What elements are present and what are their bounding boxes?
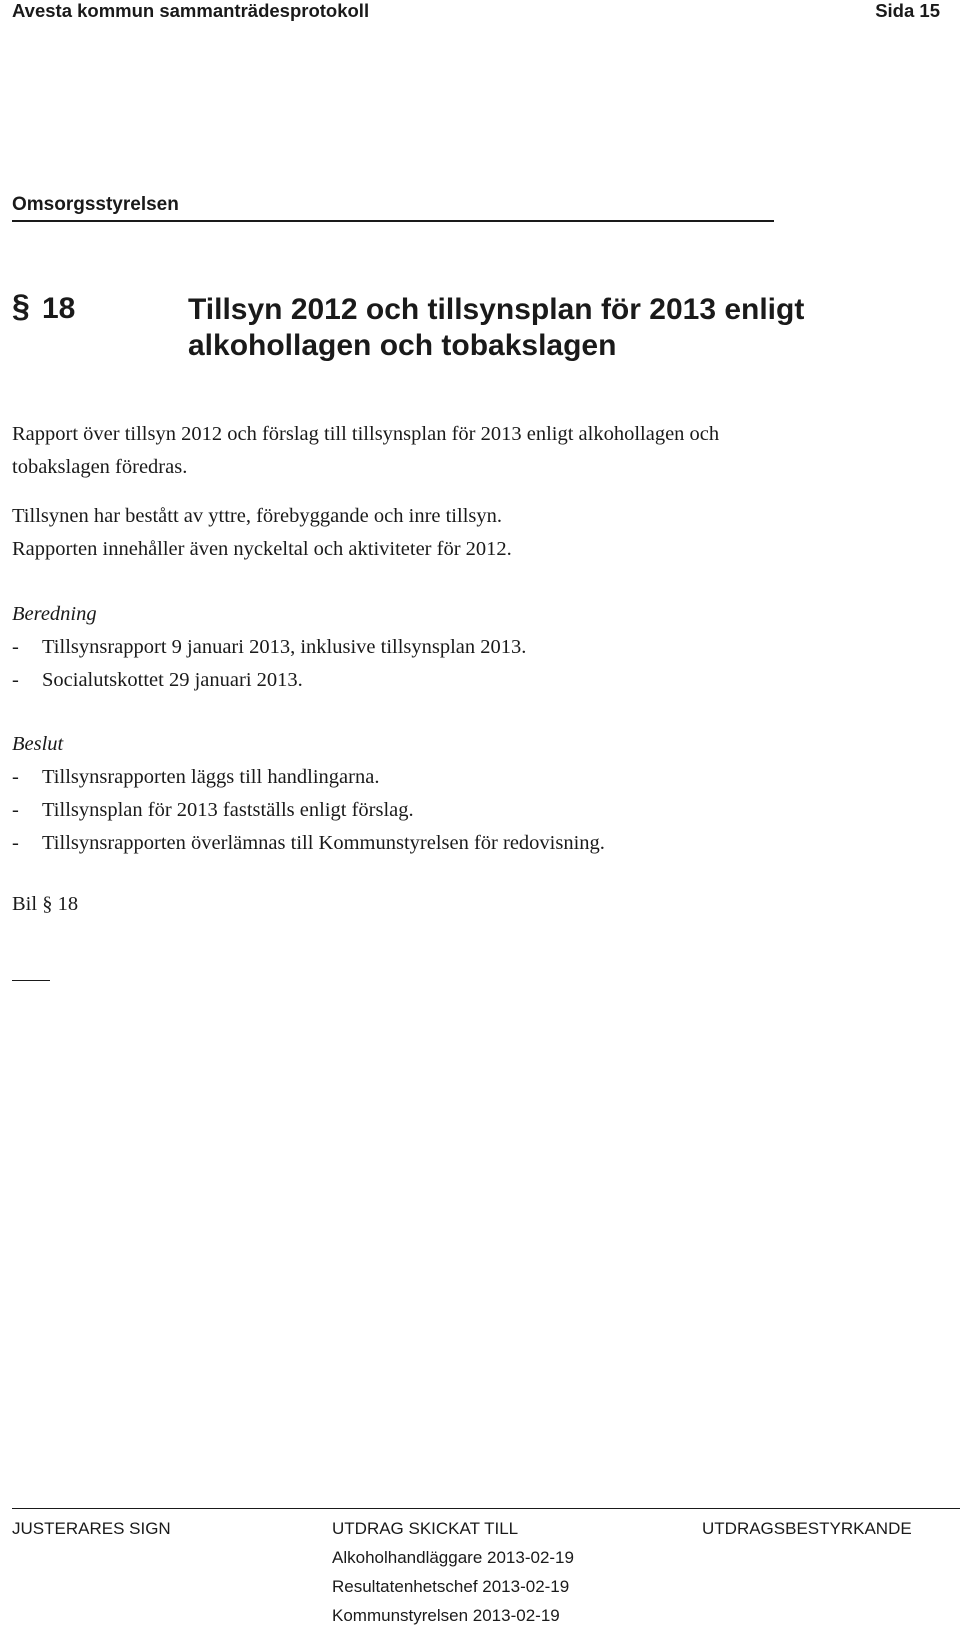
tillsyn-line-2: Rapporten innehåller även nyckeltal och aktiviteter för 2012. <box>12 538 512 560</box>
footer-recipient: Kommunstyrelsen 2013-02-19 <box>332 1606 560 1625</box>
list-dash: - <box>12 766 19 788</box>
beslut-item-1: Tillsynsrapporten läggs till handlingarna. <box>42 766 380 788</box>
tillsyn-line-1: Tillsynen har bestått av yttre, förebyggande och inre tillsyn. <box>12 505 502 527</box>
beslut-item-2: Tillsynsplan för 2013 fastställs enligt förslag. <box>42 799 414 821</box>
attachment-sign: § <box>42 893 53 915</box>
attachment-number: 18 <box>57 893 79 915</box>
list-item <box>12 664 892 697</box>
beredning-item-1: Tillsynsrapport 9 januari 2013, inklusive tillsynsplan 2013. <box>42 636 527 658</box>
footer-column-certification <box>702 1514 912 1543</box>
footer-heading-certification: UTDRAGSBESTYRKANDE <box>702 1519 912 1538</box>
footer-recipient: Alkoholhandläggare 2013-02-19 <box>332 1548 574 1567</box>
footer-divider <box>12 1508 960 1509</box>
paragraph-title <box>188 292 908 364</box>
attachment-label: Bil <box>12 893 38 915</box>
list-dash: - <box>12 636 19 658</box>
intro-text <box>12 418 892 484</box>
list-item <box>12 827 892 860</box>
page-header <box>12 0 940 24</box>
list-dash: - <box>12 832 19 854</box>
paragraph-number: 18 <box>42 292 76 325</box>
footer-column-recipients <box>332 1514 574 1630</box>
end-divider <box>12 980 50 981</box>
intro-line-1: Rapport över tillsyn 2012 och förslag till tillsynsplan för 2013 enligt alkohollagen och <box>12 423 720 445</box>
footer-heading-recipients: UTDRAG SKICKAT TILL <box>332 1519 519 1538</box>
page-number: Sida 15 <box>875 0 940 21</box>
beslut-heading: Beslut <box>12 733 64 755</box>
board-divider <box>12 220 774 222</box>
tillsyn-text <box>12 500 892 566</box>
list-dash: - <box>12 799 19 821</box>
footer-heading-signature: JUSTERARES SIGN <box>12 1519 171 1538</box>
list-item <box>12 761 892 794</box>
beslut-section <box>12 728 892 860</box>
board-name: Omsorgsstyrelsen <box>12 194 179 215</box>
paragraph-title-line-2: alkohollagen och tobakslagen <box>188 329 617 362</box>
paragraph-sign: § <box>12 288 30 324</box>
beredning-item-2: Socialutskottet 29 januari 2013. <box>42 669 303 691</box>
list-item <box>12 794 892 827</box>
beredning-heading: Beredning <box>12 603 97 625</box>
footer-recipient: Resultatenhetschef 2013-02-19 <box>332 1577 570 1596</box>
list-dash: - <box>12 669 19 691</box>
attachment-reference <box>12 888 892 921</box>
beslut-item-3: Tillsynsrapporten överlämnas till Kommunstyrelsen för redovisning. <box>42 832 605 854</box>
beredning-section <box>12 598 892 697</box>
footer-column-signature <box>12 1514 171 1543</box>
document-title: Avesta kommun sammanträdesprotokoll <box>12 0 370 21</box>
intro-line-2: tobakslagen föredras. <box>12 456 188 478</box>
list-item <box>12 631 892 664</box>
paragraph-title-line-1: Tillsyn 2012 och tillsynsplan för 2013 enligt <box>188 293 805 326</box>
